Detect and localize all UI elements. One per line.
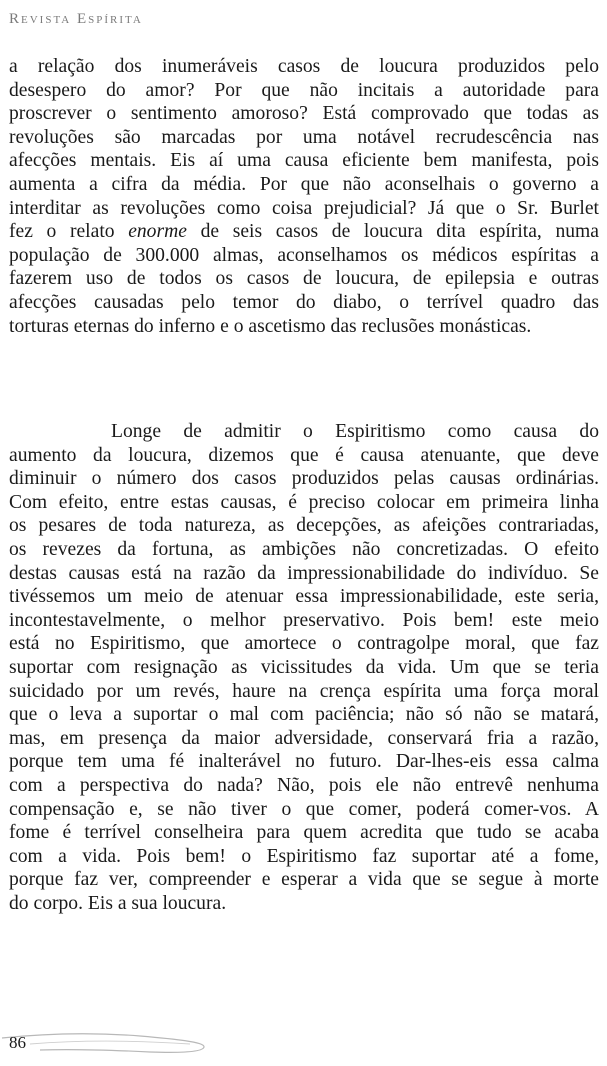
text-line: com a vida. Pois bem! o Espiritismo faz suportar até a fome, bbox=[9, 845, 599, 867]
text-line: diminuir o número dos casos produzidos pelas causas ordinárias. bbox=[9, 468, 599, 490]
text-line: Longe de admitir o Espiritismo como causa do bbox=[111, 421, 599, 442]
text-line: fazerem uso de todos os casos de loucura, de epilepsia e outras bbox=[9, 268, 599, 290]
text-line: afecções causadas pelo temor do diabo, o terrível quadro das bbox=[9, 291, 599, 313]
text-line: aumento da loucura, dizemos que é causa atenuante, que deve bbox=[9, 444, 599, 466]
text-line: afecções mentais. Eis aí uma causa eficiente bem manifesta, pois bbox=[9, 150, 599, 172]
emphasized-word: enorme bbox=[128, 221, 187, 243]
paragraph-1 bbox=[9, 55, 599, 338]
text-line: população de 300.000 almas, aconselhamos os médicos espíritas a bbox=[9, 244, 599, 266]
text-line: compensação e, se não tiver o que comer, poderá comer-vos. A bbox=[9, 798, 599, 820]
text-segment: fez o relato bbox=[9, 221, 129, 243]
text-line: Com efeito, entre estas causas, é preciso colocar em primeira linha bbox=[9, 491, 599, 513]
page-number: 86 bbox=[9, 1033, 26, 1052]
text-line: que o leva a suportar o mal com paciência; não só não se matará, bbox=[9, 704, 599, 726]
text-line: está no Espiritismo, que amortece o contragolpe moral, que faz bbox=[9, 633, 599, 655]
text-line: a relação dos inumeráveis casos de loucura produzidos pelo bbox=[9, 56, 599, 77]
text-line-with-emphasis bbox=[9, 220, 599, 244]
paragraph-2 bbox=[9, 420, 599, 915]
footer-ornament bbox=[0, 1030, 220, 1060]
text-line: os revezes da fortuna, as ambições não concretizadas. O efeito bbox=[9, 538, 599, 560]
running-head-title: Revista Espírita bbox=[9, 11, 143, 27]
text-line: porque tem uma fé inalterável no futuro. Dar-lhes-eis essa calma bbox=[9, 751, 599, 773]
text-line: torturas eternas do inferno e o ascetismo das reclusões monásticas. bbox=[9, 315, 532, 337]
text-line: interditar as revoluções como coisa prejudicial? Já que o Sr. Burlet bbox=[9, 197, 599, 219]
text-line: do corpo. Eis a sua loucura. bbox=[9, 892, 227, 914]
text-line: suicidado por um revés, haure na crença espírita uma força moral bbox=[9, 680, 599, 702]
text-line: destas causas está na razão da impressionabilidade do indivíduo. Se bbox=[9, 562, 599, 584]
text-line: com a perspectiva do nada? Não, pois ele não entrevê nenhuma bbox=[9, 774, 599, 796]
text-line: tivéssemos um meio de atenuar essa impressionabilidade, este seria, bbox=[9, 586, 599, 608]
text-line: proscrever o sentimento amoroso? Está comprovado que todas as bbox=[9, 103, 599, 125]
text-line: revoluções são marcadas por uma notável recrudescência nas bbox=[9, 126, 599, 148]
text-line: incontestavelmente, o melhor preservativo. Pois bem! este meio bbox=[9, 609, 599, 631]
text-line: desespero do amor? Por que não incitais a autoridade para bbox=[9, 79, 599, 101]
text-line: fome é terrível conselheira para quem acredita que tudo se acaba bbox=[9, 822, 599, 844]
text-line: suportar com resignação as vicissitudes da vida. Um que se teria bbox=[9, 656, 599, 678]
text-line: mas, em presença da maior adversidade, conservará fria a razão, bbox=[9, 727, 599, 749]
text-segment: de seis casos de loucura dita espírita, numa bbox=[186, 221, 599, 243]
text-line: porque faz ver, compreender e esperar a vida que se segue à morte bbox=[9, 869, 599, 891]
text-line: aumenta a cifra da média. Por que não aconselhais o governo a bbox=[9, 173, 599, 195]
text-line: os pesares de toda natureza, as decepções, as afeições contrariadas, bbox=[9, 515, 599, 537]
